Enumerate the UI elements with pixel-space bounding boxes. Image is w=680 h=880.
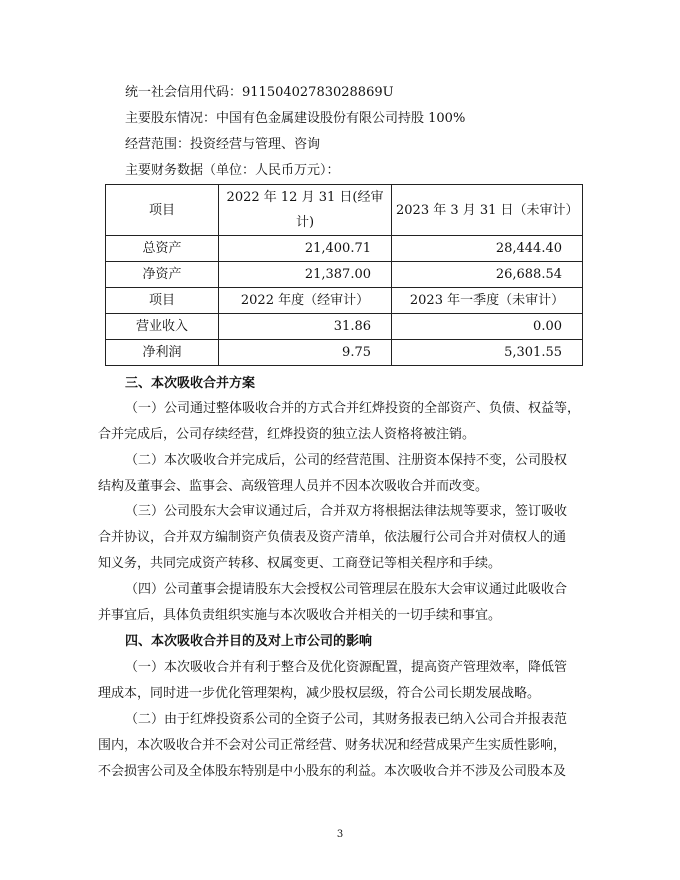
row-label: 净利润 <box>106 340 219 366</box>
header-col-2022: 2022 年 12 月 31 日(经审计) <box>219 185 392 236</box>
row-value: 26,688.54 <box>392 262 583 288</box>
paragraph-line: 结构及董事会、监事会、高级管理人员并不因本次吸收合并而改变。 <box>98 479 489 494</box>
shareholder-line: 主要股东情况：中国有色金属建设股份有限公司持股 100% <box>125 111 466 126</box>
row-value: 5,301.55 <box>392 340 583 366</box>
financial-table <box>105 184 583 366</box>
row-value: 31.86 <box>219 314 392 340</box>
paragraph-line: （二）本次吸收合并完成后，公司的经营范围、注册资本保持不变，公司股权 <box>125 453 568 468</box>
paragraph-line: （一）本次吸收合并有利于整合及优化资源配置，提高资产管理效率，降低管 <box>125 660 568 675</box>
row-value: 21,400.71 <box>219 236 392 262</box>
section-4-title: 四、本次吸收合并目的及对上市公司的影响 <box>125 634 373 649</box>
row-value: 28,444.40 <box>392 236 583 262</box>
header-col-2022: 2022 年度（经审计） <box>219 288 392 314</box>
section-3-title: 三、本次吸收合并方案 <box>125 376 256 391</box>
paragraph-line: （一）公司通过整体吸收合并的方式合并红烨投资的全部资产、负债、权益等， <box>125 401 581 416</box>
table-row <box>106 340 583 366</box>
row-label: 营业收入 <box>106 314 219 340</box>
row-label: 净资产 <box>106 262 219 288</box>
header-col-2023: 2023 年 3 月 31 日（未审计） <box>392 185 583 236</box>
paragraph-line: （二）由于红烨投资系公司的全资子公司，其财务报表已纳入公司合并报表范 <box>125 712 568 727</box>
paragraph-line: （四）公司董事会提请股东大会授权公司管理层在股东大会审议通过此吸收合 <box>125 582 568 597</box>
paragraph-line: 围内，本次吸收合并不会对公司正常经营、财务状况和经营成果产生实质性影响， <box>98 738 567 753</box>
table-row <box>106 236 583 262</box>
paragraph-line: 不会损害公司及全体股东特别是中小股东的利益。本次吸收合并不涉及公司股本及 <box>98 764 567 779</box>
paragraph-line: 合并完成后，公司存续经营，红烨投资的独立法人资格将被注销。 <box>98 427 476 442</box>
table-header-row <box>106 288 583 314</box>
paragraph-line: （三）公司股东大会审议通过后，合并双方将根据法律法规等要求，签订吸收 <box>125 504 568 519</box>
row-value: 9.75 <box>219 340 392 366</box>
table-row <box>106 314 583 340</box>
paragraph-line: 合并协议，合并双方编制资产负债表及资产清单，依法履行公司合并对债权人的通 <box>98 530 567 545</box>
row-value: 21,387.00 <box>219 262 392 288</box>
row-value: 0.00 <box>392 314 583 340</box>
header-item: 项目 <box>106 185 219 236</box>
table-header-row <box>106 185 583 236</box>
credit-code-line: 统一社会信用代码：91150402783028869U <box>125 85 394 100</box>
page-number: 3 <box>336 829 344 840</box>
paragraph-line: 并事宜后，具体负责组织实施与本次吸收合并相关的一切手续和事宜。 <box>98 608 502 623</box>
business-scope-line: 经营范围：投资经营与管理、咨询 <box>125 137 321 152</box>
financial-title-line: 主要财务数据（单位：人民币万元）： <box>125 163 340 178</box>
paragraph-line: 理成本，同时进一步优化管理架构，减少股权层级，符合公司长期发展战略。 <box>98 686 541 701</box>
header-col-2023: 2023 年一季度（未审计） <box>392 288 583 314</box>
header-item: 项目 <box>106 288 219 314</box>
row-label: 总资产 <box>106 236 219 262</box>
paragraph-line: 知义务，共同完成资产转移、权属变更、工商登记等相关程序和手续。 <box>98 556 502 571</box>
table-row <box>106 262 583 288</box>
